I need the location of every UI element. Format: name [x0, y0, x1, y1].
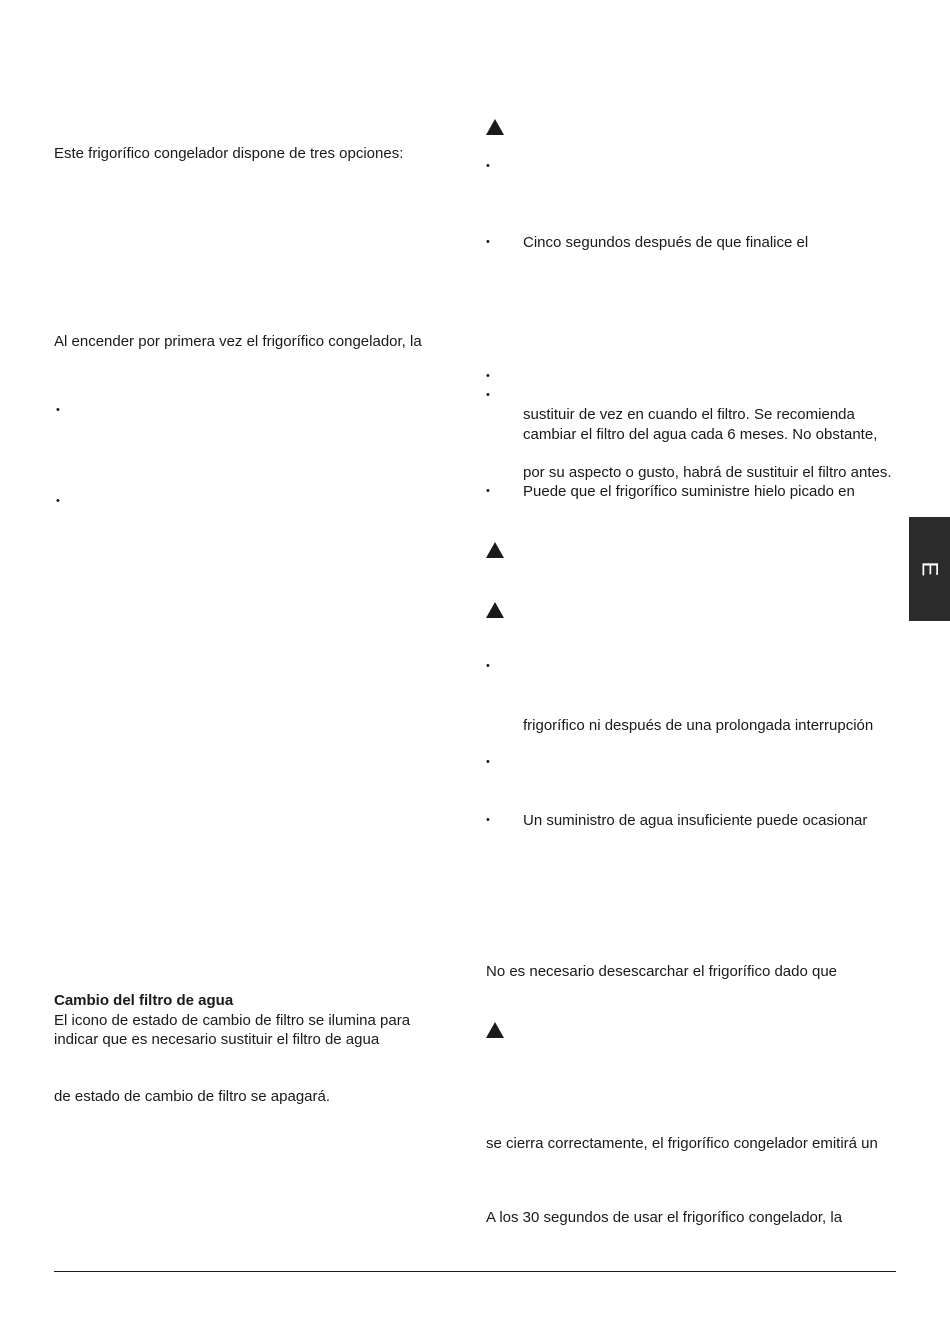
- filter-text-line: de estado de cambio de filtro se apagará.: [54, 1088, 331, 1105]
- suministro-text: Un suministro de agua insuficiente puede ocasionar: [523, 812, 868, 829]
- warning-triangle-icon: [486, 602, 504, 618]
- treinta-text: A los 30 segundos de usar el frigorífico congelador, la: [486, 1209, 843, 1226]
- bullet-marker: •: [486, 660, 490, 672]
- bullet-marker: •: [486, 370, 490, 382]
- filter-advice-line: sustituir de vez en cuando el filtro. Se recomienda: [523, 406, 855, 423]
- bullet-marker: •: [486, 160, 490, 172]
- desescarchar-text: No es necesario desescarchar el frigorífico dado que: [486, 963, 838, 980]
- bullet-marker: •: [56, 495, 60, 507]
- warning-triangle-icon: [486, 542, 504, 558]
- bullet-marker: •: [486, 389, 490, 401]
- bullet-marker: •: [486, 756, 490, 768]
- picado-text: Puede que el frigorífico suministre hielo picado en: [523, 483, 855, 500]
- filter-text-line: indicar que es necesario sustituir el filtro de agua: [54, 1031, 380, 1048]
- bullet-marker: •: [486, 236, 490, 248]
- filter-heading: Cambio del filtro de agua: [54, 992, 234, 1009]
- bullet-marker: •: [56, 404, 60, 416]
- footer-rule: [54, 1271, 896, 1272]
- warning-triangle-icon: [486, 119, 504, 135]
- cinco-text: Cinco segundos después de que finalice el: [523, 234, 809, 251]
- bullet-marker: •: [486, 485, 490, 497]
- warning-triangle-icon: [486, 1022, 504, 1038]
- interrupcion-text: frigorífico ni después de una prolongada interrupción: [523, 717, 874, 734]
- intro-text: Este frigorífico congelador dispone de tres opciones:: [54, 145, 404, 162]
- filter-text-line: El icono de estado de cambio de filtro se ilumina para: [54, 1012, 411, 1029]
- language-tab-letter: E: [917, 561, 943, 577]
- first-on-text: Al encender por primera vez el frigorífico congelador, la: [54, 333, 422, 350]
- filter-advice-line: por su aspecto o gusto, habrá de sustituir el filtro antes.: [523, 464, 892, 481]
- bullet-marker: •: [486, 814, 490, 826]
- cierra-text: se cierra correctamente, el frigorífico congelador emitirá un: [486, 1135, 878, 1152]
- language-tab: [909, 517, 950, 621]
- filter-advice-line: cambiar el filtro del agua cada 6 meses. No obstante,: [523, 426, 878, 443]
